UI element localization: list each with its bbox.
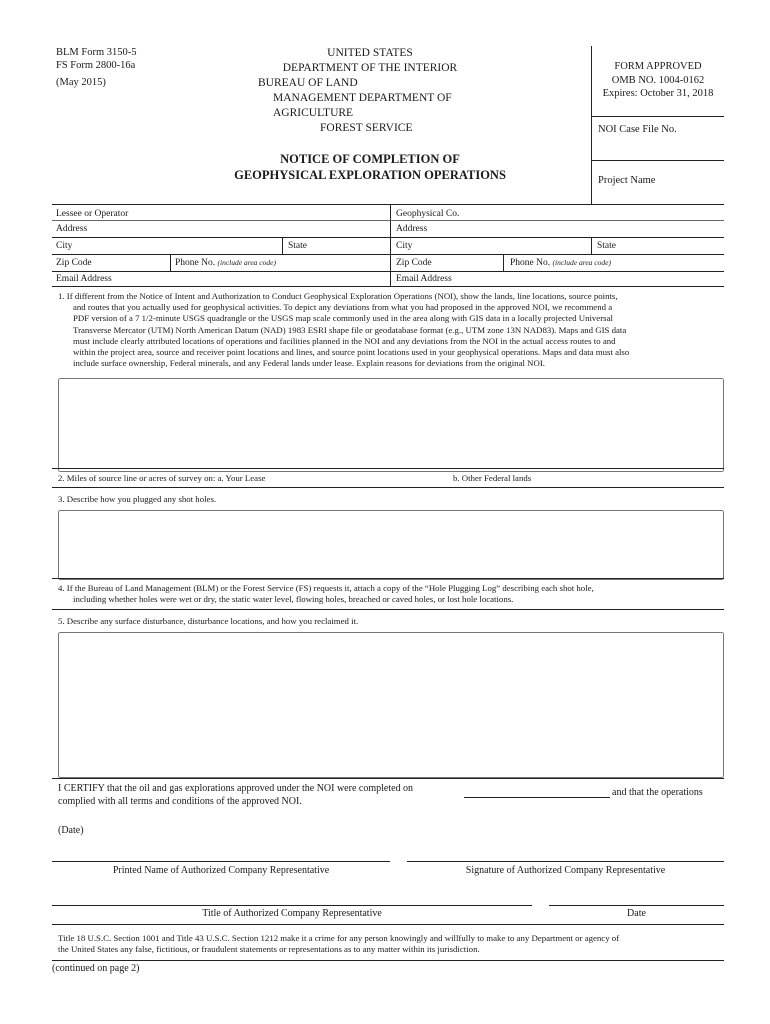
signature-label: Signature of Authorized Company Representative [465,865,666,876]
agency-block [255,46,485,136]
geo-address-label: Address [396,224,428,234]
operator-phone-label: Phone No. [175,258,216,268]
printed-name-label: Printed Name of Authorized Company Representative [112,865,330,876]
question-1-line: 1. If different from the Notice of Intent and Authorization to Conduct Geophysical Exploration Operations (NOI), show the lands, line locations, source points, [58,291,618,301]
question-3: 3. Describe how you plugged any shot holes. [58,494,217,504]
operator-city-label: City [56,241,73,251]
question-2a-label: 2. Miles of source line or acres of survey on: a. Your Lease [58,473,266,483]
operator-phone-hint: (include area code) [217,258,276,267]
form-title [200,151,540,183]
expiration-date: Expires: October 31, 2018 [602,88,714,99]
noi-case-label: NOI Case File No. [598,124,677,135]
question-1-answer[interactable] [58,378,724,472]
statute-notice [58,933,724,955]
title-line: GEOPHYSICAL EXPLORATION OPERATIONS [234,168,506,182]
continued-note: (continued on page 2) [52,963,140,974]
question-5: 5. Describe any surface disturbance, disturbance locations, and how you reclaimed it. [58,616,359,626]
question-1 [58,291,724,369]
agency-line: MANAGEMENT DEPARTMENT OF [273,92,452,104]
form-id-fs: FS Form 2800-16a [56,60,136,71]
question-1-line: within the project area, source and receiver point locations and lines, and source point locations used in your geophysical operations. Maps and data must also [73,347,630,358]
geo-email-label: Email Address [396,274,452,284]
question-1-line: PDF version of a 7 1/2-minute USGS quadrangle or the USGS map scale commonly used in the area along with GIS data in a locally projected Universal [73,313,613,324]
signature-date-input[interactable] [549,889,724,903]
geophysical-co-label: Geophysical Co. [396,209,460,219]
form-id-block [56,46,137,89]
geo-zip-label: Zip Code [396,258,432,268]
signature-input[interactable] [407,845,724,859]
geo-phone-field [510,258,611,268]
approval-line: FORM APPROVED [614,61,702,72]
representative-title-input[interactable] [52,889,532,903]
title-line: NOTICE OF COMPLETION OF [280,152,460,166]
representative-title-label: Title of Authorized Company Representative [202,908,382,919]
certification-line-2: complied with all terms and conditions of the approved NOI. [58,796,302,807]
question-1-line: include surface ownership, Federal minerals, and any Federal lands under lease. Explain reasons for deviations from the original NOI. [73,358,545,369]
approval-block [594,60,722,101]
agency-line: UNITED STATES [327,47,413,59]
printed-name-input[interactable] [52,845,390,859]
form-date: (May 2015) [56,77,106,88]
agency-line: FOREST SERVICE [320,122,413,134]
question-2b-label: b. Other Federal lands [453,473,532,483]
signature-date-label: Date [627,908,646,919]
question-1-line: and routes that you actually used for geophysical activities. To depict any deviations from what you had proposed in the approved NOI, we recommend a [73,302,613,313]
geo-phone-label: Phone No. [510,258,551,268]
statute-line: Title 18 U.S.C. Section 1001 and Title 43 U.S.C. Section 1212 make it a crime for any person knowingly and willfully to make to any Department or agency of [58,933,620,943]
agency-line: AGRICULTURE [273,107,354,119]
project-name-label: Project Name [598,175,656,186]
certification-date-label: (Date) [58,825,84,836]
operator-address-label: Address [56,224,88,234]
geo-phone-hint: (include area code) [552,258,611,267]
question-1-line: must include clearly attributed locations of operations and facilities planned in the NOI and any deviations from the NOI in the actual access routes to and [73,335,616,346]
geo-city-label: City [396,241,413,251]
question-4 [58,583,724,605]
form-id-blm: BLM Form 3150-5 [56,47,137,58]
operator-zip-label: Zip Code [56,258,92,268]
geo-state-label: State [597,241,616,251]
noi-case-input[interactable] [598,138,720,158]
question-5-answer[interactable] [58,632,724,778]
certification-line-1: I CERTIFY that the oil and gas explorations approved under the NOI were completed on [58,783,414,794]
agency-line: DEPARTMENT OF THE INTERIOR [282,62,458,74]
lessee-operator-label: Lessee or Operator [56,209,129,219]
question-4-line: 4. If the Bureau of Land Management (BLM) or the Forest Service (FS) requests it, attach a copy of the “Hole Plugging Log” describing each shot hole, [58,583,594,593]
project-name-input[interactable] [598,188,720,202]
certification-line-1-tail: and that the operations [612,787,703,798]
operator-state-label: State [288,241,307,251]
agency-line: BUREAU OF LAND [258,77,358,89]
question-1-line: Transverse Mercator (UTM) North American Datum (NAD) 1983 ESRI shape file or geodatabase format (e.g., UTM zone 13N NAD83). Maps and GIS data [73,324,627,335]
question-3-answer[interactable] [58,510,724,580]
omb-number: OMB NO. 1004-0162 [611,74,705,86]
operator-phone-field [175,258,276,268]
completion-date-input[interactable] [464,785,610,797]
operator-email-label: Email Address [56,274,112,284]
question-4-line: including whether holes were wet or dry, the static water level, flowing holes, breached or caved holes, or lost hole locations. [73,594,514,605]
statute-line: the United States any false, fictitious, or fraudulent statements or representations as to any matter within its jurisdiction. [58,944,480,955]
